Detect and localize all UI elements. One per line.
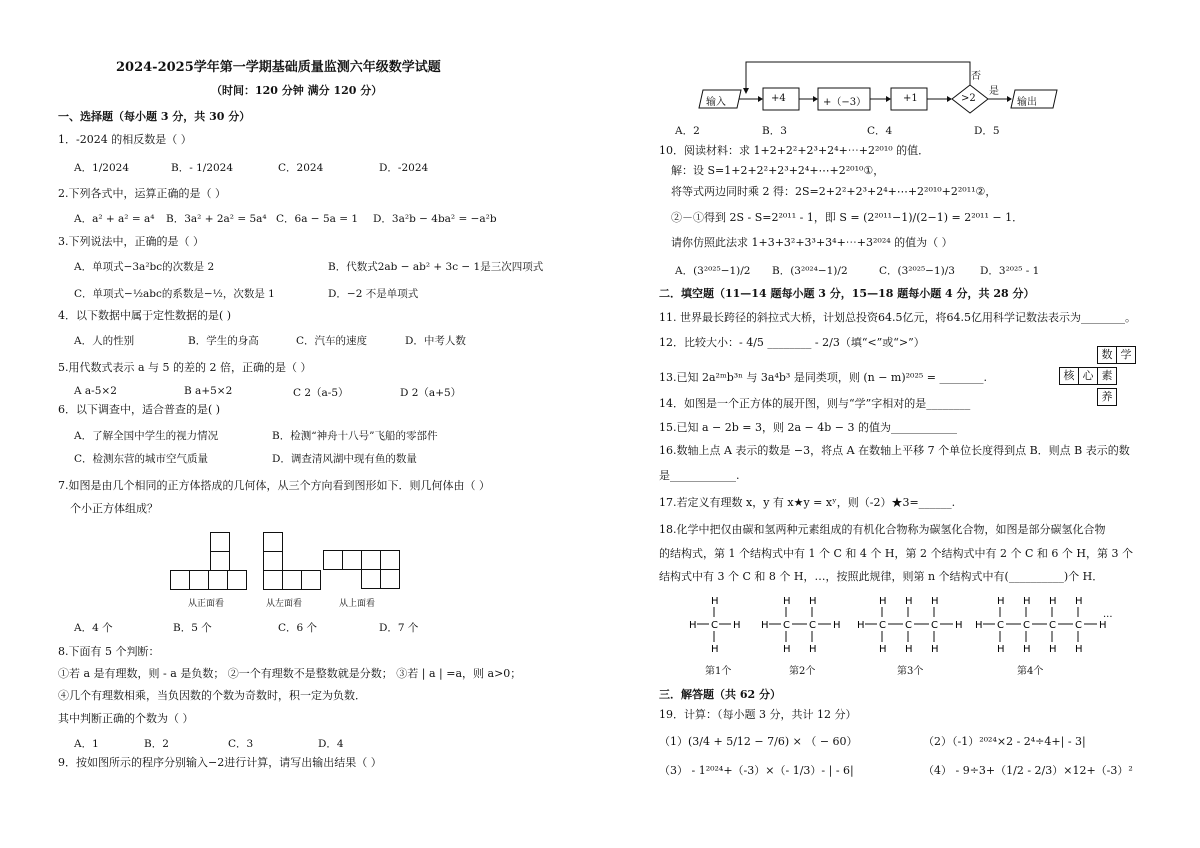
- svg-text:C: C: [931, 620, 938, 631]
- q4-option-b: B．学生的身高: [188, 335, 259, 347]
- q7-view2-label: 从左面看: [266, 599, 303, 609]
- svg-text:C: C: [879, 620, 886, 631]
- q13-text: 13.已知 2a²ᵐb³ⁿ 与 3a⁴b³ 是同类项，则 (n − m)²⁰²⁵ = ________.: [659, 371, 987, 384]
- svg-text:C: C: [783, 620, 790, 631]
- svg-text:H: H: [1075, 644, 1083, 655]
- net-cell-he: 核: [1059, 367, 1079, 385]
- flow-yes-label: 是: [989, 86, 999, 97]
- molecule-ellipsis: ···: [1103, 612, 1113, 623]
- q17-text: 17.若定义有理数 x，y 有 x★y = xʸ，则（-2）★3=______.: [659, 496, 956, 509]
- svg-text:C: C: [905, 620, 912, 631]
- q18-text-3: 结构式中有 3 个 C 和 8 个 H，…，按照此规律，则第 n 个结构式中有(__________)个 H．: [659, 570, 1104, 583]
- q18-text-1: 18.化学中把仅由碳和氢两种元素组成的有机化合物称为碳氢化合物，如图是部分碳氢化合物: [659, 523, 1106, 536]
- q9-option-b: B．3: [762, 125, 787, 137]
- svg-text:H: H: [975, 620, 983, 631]
- q9-option-c: C．4: [867, 125, 893, 137]
- net-cell-yang: 养: [1097, 388, 1117, 406]
- q7-option-a: A．4 个: [74, 622, 113, 634]
- q8-option-b: B．2: [144, 738, 169, 750]
- svg-text:C: C: [1075, 620, 1082, 631]
- molecule-1-label: 第1个: [705, 666, 732, 677]
- svg-text:H: H: [1075, 596, 1083, 607]
- q10-option-b: B．(3²⁰²⁴−1)/2: [772, 265, 848, 277]
- q1-option-a: A．1/2024: [74, 162, 130, 174]
- svg-text:H: H: [879, 596, 887, 607]
- svg-text:C: C: [1023, 620, 1030, 631]
- net-cell-su: 素: [1097, 367, 1117, 385]
- q10-option-a: A．(3²⁰²⁵−1)/2: [675, 265, 751, 277]
- q19-part3: （3） - 1²⁰²⁴+（-3）×（- 1/3）- | - 6|: [659, 764, 854, 777]
- q6-option-b: B．检测“神舟十八号”飞船的零部件: [272, 430, 438, 442]
- q7-front-view: [170, 532, 250, 592]
- net-cell-shu: 数: [1097, 346, 1117, 364]
- q2-stem: 2.下列各式中，运算正确的是（ ）: [58, 187, 226, 200]
- q4-stem: 4．以下数据中属于定性数据的是( ): [58, 309, 232, 322]
- q3-option-b: B．代数式2ab − ab² + 3c − 1是三次四项式: [328, 261, 544, 273]
- svg-text:H: H: [809, 596, 817, 607]
- q8-line2: ④几个有理数相乘，当负因数的个数为奇数时，积一定为负数．: [58, 689, 366, 702]
- q4-option-d: D．中考人数: [405, 335, 466, 347]
- q1-option-d: D．-2024: [379, 162, 429, 174]
- svg-text:H: H: [733, 620, 741, 631]
- molecule-1: [689, 596, 741, 655]
- svg-text:H: H: [809, 644, 817, 655]
- q10-option-c: C．(3²⁰²⁵−1)/3: [879, 265, 955, 277]
- svg-text:H: H: [879, 644, 887, 655]
- section1-heading: 一、选择题（每小题 3 分，共 30 分）: [58, 110, 251, 123]
- q15-text: 15.已知 a − 2b = 3，则 2a − 4b − 3 的值为____________: [659, 421, 958, 434]
- molecule-4: [975, 596, 1107, 655]
- net-cell-xue: 学: [1116, 346, 1136, 364]
- q10-line1: 10．阅读材料：求 1+2+2²+2³+2⁴+⋯+2²⁰¹⁰ 的值．: [659, 144, 930, 157]
- q10-line2: 解：设 S=1+2+2²+2³+2⁴+⋯+2²⁰¹⁰①，: [671, 164, 885, 177]
- svg-text:H: H: [711, 644, 719, 655]
- q10-line4: ②－①得到 2S - S=2²⁰¹¹ - 1，即 S = (2²⁰¹¹−1)/(2−1) = 2²⁰¹¹ − 1．: [671, 211, 1024, 224]
- molecule-3: [857, 596, 963, 655]
- q10-line5: 请你仿照此法求 1+3+3²+3³+3⁴+⋯+3²⁰²⁴ 的值为（ ）: [671, 236, 953, 249]
- q7-stem: 7.如图是由几个相同的正方体搭成的几何体，从三个方向看到图形如下．则几何体由（ ）: [58, 479, 490, 492]
- q2-option-b: B．3a² + 2a² = 5a⁴: [166, 213, 267, 225]
- section3-heading: 三．解答题（共 62 分）: [659, 688, 781, 701]
- q9-option-a: A．2: [675, 125, 700, 137]
- q7-option-c: C．6 个: [278, 622, 318, 634]
- q3-option-a: A．单项式−3a²bc的次数是 2: [74, 261, 215, 273]
- q18-text-2: 的结构式，第 1 个结构式中有 1 个 C 和 4 个 H，第 2 个结构式中有 2 个 C 和 6 个 H，第 3 个: [659, 547, 1133, 560]
- q7-view3-label: 从上面看: [339, 599, 376, 609]
- page-subtitle: （时间：120 分钟 满分 120 分）: [211, 84, 383, 97]
- flow-condition-label: >2: [961, 93, 976, 104]
- q6-option-a: A．了解全国中学生的视力情况: [74, 430, 219, 442]
- q9-option-d: D．5: [974, 125, 1000, 137]
- q4-option-a: A．人的性别: [74, 335, 135, 347]
- svg-text:H: H: [1049, 596, 1057, 607]
- q7-option-d: D．7 个: [379, 622, 419, 634]
- q8-option-d: D．4: [318, 738, 344, 750]
- q12-text: 12．比较大小：- 4/5 ________ - 2/3（填“<”或“>”）: [659, 336, 925, 349]
- svg-text:H: H: [783, 644, 791, 655]
- q5-option-a: A a-5×2: [74, 385, 117, 397]
- svg-text:H: H: [783, 596, 791, 607]
- q2-option-a: A．a² + a² = a⁴: [74, 213, 155, 225]
- svg-text:H: H: [833, 620, 841, 631]
- svg-text:C: C: [997, 620, 1004, 631]
- q1-option-b: B．- 1/2024: [171, 162, 234, 174]
- q11-text: 11. 世界最长跨径的斜拉式大桥，计划总投资64.5亿元，将64.5亿用科学记数法表示为________。: [659, 311, 1136, 324]
- svg-text:H: H: [905, 644, 913, 655]
- svg-text:H: H: [689, 620, 697, 631]
- q3-option-c: C．单项式−½abc的系数是−½，次数是 1: [74, 288, 275, 300]
- molecule-2-label: 第2个: [789, 666, 816, 677]
- svg-text:H: H: [931, 596, 939, 607]
- q19-stem: 19．计算：（每小题 3 分，共计 12 分）: [659, 708, 857, 721]
- flow-no-label: 否: [971, 71, 981, 82]
- q6-stem: 6．以下调查中，适合普查的是( ): [58, 403, 221, 416]
- q6-option-d: D．调查清风湖中现有鱼的数量: [272, 453, 417, 465]
- flow-step3-label: +1: [903, 93, 918, 104]
- flowchart: [693, 58, 1093, 118]
- net-cell-xin: 心: [1078, 367, 1098, 385]
- section2-heading: 二．填空题（11—14 题每小题 3 分，15—18 题每小题 4 分，共 28 分）: [659, 287, 1035, 300]
- q8-stem: 8.下面有 5 个判断：: [58, 645, 160, 658]
- svg-text:H: H: [931, 644, 939, 655]
- q10-option-d: D．3²⁰²⁵ - 1: [980, 265, 1040, 277]
- q8-line3: 其中判断正确的个数为（ ）: [58, 712, 194, 725]
- svg-text:H: H: [1099, 620, 1107, 631]
- q9-stem: 9．按如图所示的程序分别输入−2进行计算，请写出输出结果（ ）: [58, 756, 382, 769]
- flow-step2-label: +（−3）: [823, 97, 867, 108]
- svg-text:H: H: [997, 644, 1005, 655]
- flow-step1-label: +4: [771, 93, 786, 104]
- hydrocarbon-structures: [685, 590, 1125, 670]
- svg-text:C: C: [809, 620, 816, 631]
- q19-part4: （4） - 9÷3+（1/2 - 2/3）×12+（-3）²: [923, 764, 1133, 777]
- svg-text:H: H: [761, 620, 769, 631]
- q3-stem: 3.下列说法中，正确的是（ ）: [58, 235, 204, 248]
- page-title: 2024-2025学年第一学期基础质量监测六年级数学试题: [116, 60, 441, 75]
- q4-option-c: C．汽车的速度: [296, 335, 368, 347]
- q5-option-c: C 2（a-5）: [293, 387, 349, 399]
- molecule-3-label: 第3个: [897, 666, 924, 677]
- q8-line1: ①若 a 是有理数，则 - a 是负数； ②一个有理数不是整数就是分数； ③若 | a | =a，则 a>0；: [58, 667, 522, 680]
- svg-text:H: H: [955, 620, 963, 631]
- q2-option-d: D．3a²b − 4ba² = −a²b: [373, 213, 497, 225]
- flow-input-label: 输入: [706, 97, 726, 108]
- svg-text:H: H: [1023, 596, 1031, 607]
- svg-text:H: H: [711, 596, 719, 607]
- svg-text:H: H: [857, 620, 865, 631]
- molecule-2: [761, 596, 841, 655]
- q5-option-d: D 2（a+5）: [400, 387, 462, 399]
- q16-text-2: 是____________.: [659, 469, 740, 482]
- q5-stem: 5.用代数式表示 a 与 5 的差的 2 倍，正确的是（ ）: [58, 361, 312, 374]
- q7-top-view: [323, 550, 403, 590]
- molecule-4-label: 第4个: [1017, 666, 1044, 677]
- svg-text:H: H: [1023, 644, 1031, 655]
- q19-part2: （2）（-1）²⁰²⁴×2 - 2⁴÷4+| - 3|: [923, 735, 1086, 748]
- q8-option-a: A．1: [74, 738, 99, 750]
- q1-option-c: C．2024: [278, 162, 324, 174]
- svg-text:C: C: [711, 620, 718, 631]
- cube-net: [1057, 346, 1132, 406]
- svg-text:H: H: [997, 596, 1005, 607]
- svg-text:C: C: [1049, 620, 1056, 631]
- svg-text:H: H: [1049, 644, 1057, 655]
- svg-text:H: H: [905, 596, 913, 607]
- q6-option-c: C．检测东营的城市空气质量: [74, 453, 209, 465]
- q2-option-c: C．6a − 5a = 1: [276, 213, 359, 225]
- q1-stem: 1．-2024 的相反数是（ ）: [58, 133, 192, 146]
- q10-line3: 将等式两边同时乘 2 得：2S=2+2²+2³+2⁴+⋯+2²⁰¹⁰+2²⁰¹¹②，: [671, 185, 997, 198]
- q16-text-1: 16.数轴上点 A 表示的数是 −3，将点 A 在数轴上平移 7 个单位长度得到点 B．则点 B 表示的数: [659, 444, 1130, 457]
- q14-text: 14．如图是一个正方体的展开图，则与“学”字相对的是________: [659, 397, 971, 410]
- q7-view1-label: 从正面看: [188, 599, 225, 609]
- q3-option-d: D．−2 不是单项式: [328, 288, 419, 300]
- q7-left-view: [263, 532, 323, 592]
- q7-stem-2: 个小正方体组成？: [70, 502, 158, 515]
- q7-option-b: B．5 个: [173, 622, 212, 634]
- q8-option-c: C．3: [228, 738, 254, 750]
- q5-option-b: B a+5×2: [184, 385, 233, 397]
- q19-part1: （1）(3/4 + 5/12 − 7/6) × （ − 60）: [659, 735, 858, 748]
- flow-output-label: 输出: [1017, 97, 1037, 108]
